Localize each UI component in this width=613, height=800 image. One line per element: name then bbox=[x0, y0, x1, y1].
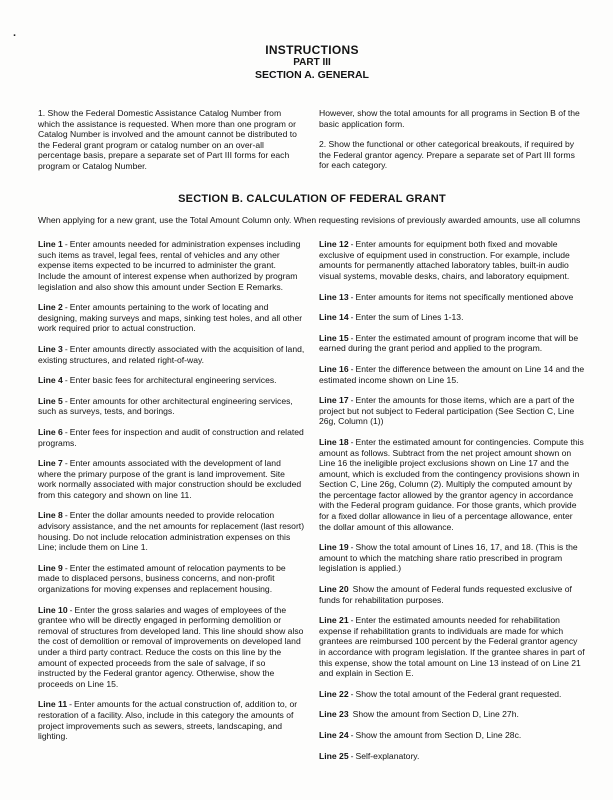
line-separator: - bbox=[64, 239, 68, 250]
line-text: Show the amount of Federal funds requested exclusive of funds for rehabilitation purposes. bbox=[319, 584, 572, 605]
line-label: Line 24 bbox=[319, 729, 349, 740]
line-label: Line 6 bbox=[38, 426, 63, 437]
line-label: Line 4 bbox=[38, 375, 63, 386]
line-text: Enter amounts for the actual construction of, addition to, or restoration of a facility. Also, include in this category the amounts of project improvements such as sewers, streets, landscaping, and lighting. bbox=[38, 699, 298, 742]
line-separator: - bbox=[64, 458, 68, 469]
line-text: Enter the estimated amount of program income that will be earned during the grant period and applied to the program. bbox=[319, 332, 579, 354]
line-text: Show the total amount of Lines 16, 17, and 18. (This is the amount to which the matching share ratio prescribed in program legislation is applied.) bbox=[319, 542, 578, 574]
line-separator: - bbox=[350, 729, 354, 740]
line-label: Line 13 bbox=[319, 291, 349, 302]
line-label: Line 17 bbox=[319, 395, 349, 406]
line-label: Line 20 bbox=[319, 584, 349, 595]
section-b-right-column bbox=[319, 239, 586, 771]
paragraph: However, show the total amounts for all programs in Section B of the basic application form. bbox=[319, 108, 580, 129]
line-label: Line 3 bbox=[38, 343, 63, 354]
line-text: Enter amounts for other architectural engineering services, such as surveys, tests, and borings. bbox=[38, 395, 293, 417]
line-label: Line 19 bbox=[319, 542, 349, 553]
section-a-left-column bbox=[38, 108, 305, 186]
line-separator: - bbox=[350, 750, 354, 761]
section-b-body bbox=[38, 239, 586, 771]
line-text: Enter the gross salaries and wages of employees of the grantee who will be directly engaged in performing demolition or removal of structures from developed land. This line should show also the cost of demolition or removal of improvements on developed land under a third party contract. Reduce the costs on this line by the amount of expected proceeds from the sale of salvage, if so instructed by the Federal grantor agency. Otherwise, show the proceeds on Line 15. bbox=[38, 604, 304, 689]
line-item bbox=[319, 437, 586, 532]
line-label: Line 18 bbox=[319, 436, 349, 447]
scan-artifact-dot: . bbox=[13, 27, 17, 39]
paragraph: 2. Show the functional or other categorical breakouts, if required by the Federal grantor agency. Prepare a separate set of Part III forms for each category. bbox=[319, 139, 575, 171]
line-separator: - bbox=[350, 291, 354, 302]
section-a-body bbox=[38, 108, 586, 186]
line-item bbox=[38, 239, 305, 292]
line-item bbox=[38, 510, 305, 552]
line-item bbox=[319, 709, 586, 720]
line-label: Line 16 bbox=[319, 363, 349, 374]
line-separator: - bbox=[350, 688, 354, 699]
line-label: Line 25 bbox=[319, 750, 349, 761]
line-separator: - bbox=[64, 395, 68, 406]
section-a-heading: SECTION A. GENERAL bbox=[255, 69, 369, 81]
line-label: Line 1 bbox=[38, 239, 63, 250]
paragraph: 1. Show the Federal Domestic Assistance Catalog Number from which the assistance is requested. When more than one program or Catalog Number is involved and the amount cannot be distributed to the Federal grant program or catalog number on an over-all percentage basis, prepare a separate set of Part III forms for each program or Catalog Number. bbox=[38, 108, 297, 171]
line-separator: - bbox=[350, 615, 354, 626]
line-separator: - bbox=[350, 332, 354, 343]
line-item bbox=[38, 375, 305, 386]
section-a-right-column bbox=[319, 108, 586, 186]
line-separator: - bbox=[350, 312, 354, 323]
line-text: Enter the estimated amounts needed for rehabilitation expense if rehabilitation grants to individuals are made for which grantees are reimbursed 100 percent by the Federal grantor agency in accordance with program legislation. If the grantee shares in part of this expense, show the total amount on Line 13 instead of on Line 21 and explain in Section E. bbox=[319, 615, 585, 679]
document-title: INSTRUCTIONS bbox=[265, 43, 359, 57]
line-text: Enter the amounts for those items, which are a part of the project but not subject to Federal participation (See Section C, Line 26g, Column (1)) bbox=[319, 395, 575, 427]
line-text: Enter the estimated amount of relocation payments to be made to displaced persons, business concerns, and non-profit organizations for moving expenses and replacement housing. bbox=[38, 562, 286, 595]
line-label: Line 11 bbox=[38, 699, 68, 710]
line-text: Enter basic fees for architectural engineering services. bbox=[69, 375, 277, 386]
line-item bbox=[38, 427, 305, 448]
line-item bbox=[319, 292, 586, 303]
line-label: Line 14 bbox=[319, 312, 349, 323]
line-text: Show the total amount of the Federal grant requested. bbox=[355, 688, 562, 699]
line-text: Show the amount from Section D, Line 27h. bbox=[352, 709, 519, 720]
line-separator: - bbox=[64, 343, 68, 354]
line-item bbox=[319, 689, 586, 700]
line-label: Line 9 bbox=[38, 562, 63, 573]
line-text: Enter amounts directly associated with the acquisition of land, existing structures, and related right-of-way. bbox=[38, 343, 305, 365]
section-b-left-column bbox=[38, 239, 305, 771]
line-item bbox=[38, 563, 305, 595]
line-separator: - bbox=[64, 510, 68, 521]
line-separator: - bbox=[64, 375, 68, 386]
line-label: Line 8 bbox=[38, 510, 63, 521]
line-item bbox=[319, 542, 586, 574]
line-item bbox=[319, 239, 586, 281]
line-item bbox=[319, 312, 586, 323]
line-separator: - bbox=[350, 239, 354, 250]
line-text: Enter amounts needed for administration expenses including such items as travel, legal fees, rental of vehicles and any other expense items expected to be incurred to administer the grant. Include the amount of interest expense when authorized by program legislation and also show this amount under Section E Remarks. bbox=[38, 239, 301, 292]
line-separator: - bbox=[350, 436, 354, 447]
line-label: Line 12 bbox=[319, 239, 349, 250]
line-text: Enter the dollar amounts needed to provide relocation advisory assistance, and the net amounts for replacement (last resort) housing. Do not include relocation administration expenses on this Line; include them on Line 1. bbox=[38, 510, 305, 553]
line-label: Line 23 bbox=[319, 709, 349, 720]
line-separator: - bbox=[64, 426, 68, 437]
line-label: Line 7 bbox=[38, 458, 63, 469]
document-part-label: PART III bbox=[293, 57, 331, 68]
line-separator: - bbox=[69, 604, 73, 615]
line-label: Line 21 bbox=[319, 615, 349, 626]
line-item bbox=[319, 395, 586, 427]
line-item bbox=[38, 396, 305, 417]
line-item bbox=[38, 699, 305, 741]
line-label: Line 15 bbox=[319, 332, 349, 343]
line-separator: - bbox=[64, 562, 68, 573]
section-b-heading: SECTION B. CALCULATION OF FEDERAL GRANT bbox=[178, 193, 446, 205]
line-label: Line 2 bbox=[38, 302, 63, 313]
line-separator: - bbox=[350, 363, 354, 374]
line-text: Enter amounts for equipment both fixed and movable exclusive of equipment used in construction. For example, include amounts for permanently attached laboratory tables, built-in audio visual systems, movable desks, chairs, and laboratory equipment. bbox=[319, 239, 570, 281]
line-label: Line 5 bbox=[38, 395, 63, 406]
line-text: Enter the estimated amount for contingencies. Compute this amount as follows. Subtract from the net project amount shown on Line 16 the ineligible project exclusions shown on Line 17 and the amount, which is excluded from the contingency provisions shown in Section C, Line 26g, Column (2). Multiply the computed amount by the percentage factor allowed by the grantor agency in accordance with the Federal program guidance. For those grants, which provide for a fixed dollar allowance in lieu of a percentage allowance, enter the dollar amount of this allowance. bbox=[319, 436, 584, 532]
line-item bbox=[38, 302, 305, 334]
line-text: Enter the sum of Lines 1-13. bbox=[355, 312, 464, 323]
line-text: Self-explanatory. bbox=[355, 750, 420, 761]
line-item bbox=[38, 344, 305, 365]
line-text: Enter amounts for items not specifically mentioned above bbox=[355, 291, 574, 302]
line-text: Show the amount from Section D, Line 28c. bbox=[355, 729, 522, 740]
document-header bbox=[38, 44, 586, 82]
line-item bbox=[319, 730, 586, 741]
line-item bbox=[38, 605, 305, 690]
section-b-intro: When applying for a new grant, use the Total Amount Column only. When requesting revisions of previously awarded amounts, use all columns bbox=[38, 214, 581, 225]
line-item bbox=[319, 584, 586, 605]
line-separator: - bbox=[64, 302, 68, 313]
line-text: Enter fees for inspection and audit of construction and related programs. bbox=[38, 426, 304, 448]
line-label: Line 10 bbox=[38, 604, 68, 615]
line-text: Enter amounts associated with the development of land where the primary purpose of the grant is land improvement. Site work normally associated with major construction should be excluded from this category and shown on line 11. bbox=[38, 458, 302, 500]
line-item bbox=[319, 364, 586, 385]
line-item bbox=[319, 751, 586, 762]
line-text: Enter the difference between the amount on Line 14 and the estimated income shown on Line 15. bbox=[319, 363, 585, 385]
line-separator: - bbox=[350, 395, 354, 406]
line-item bbox=[319, 333, 586, 354]
line-separator: - bbox=[350, 542, 354, 553]
line-text: Enter amounts pertaining to the work of locating and designing, making surveys and maps, sinking test holes, and all other work required prior to actual construction. bbox=[38, 302, 303, 334]
line-label: Line 22 bbox=[319, 688, 349, 699]
line-item bbox=[38, 458, 305, 500]
line-item bbox=[319, 615, 586, 679]
line-separator: - bbox=[69, 699, 73, 710]
